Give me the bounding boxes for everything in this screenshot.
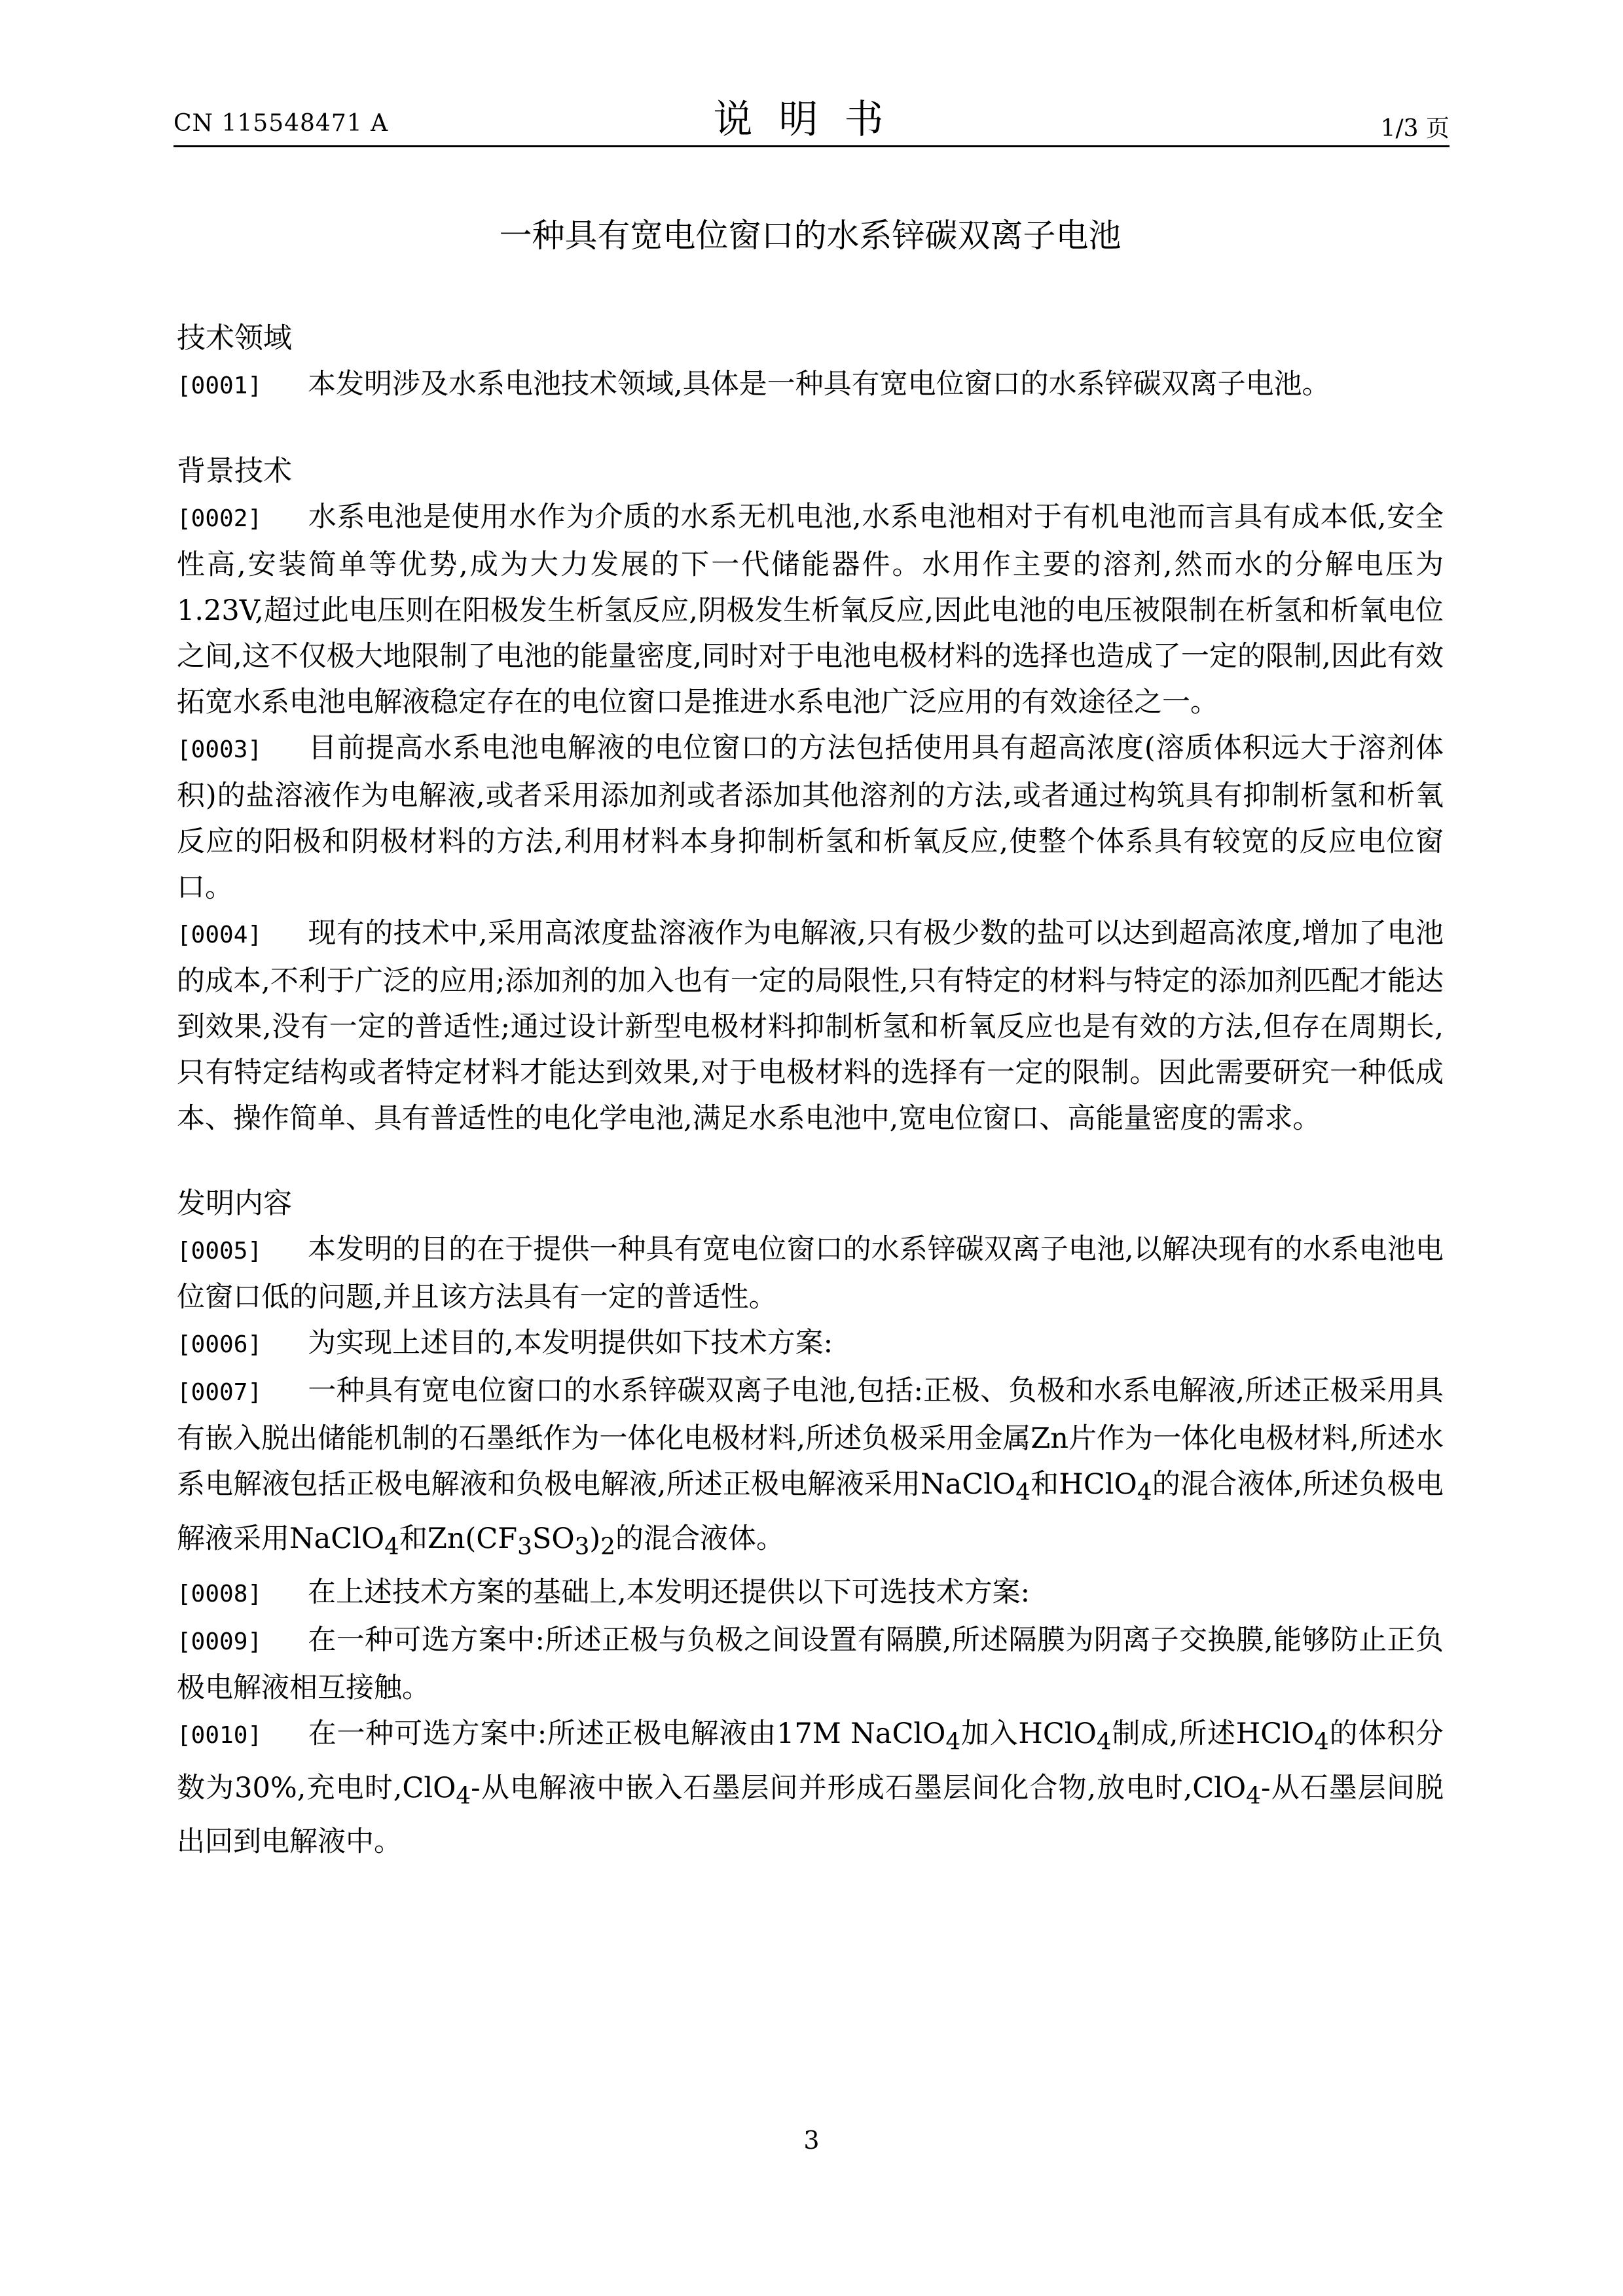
paragraph-text: 一种具有宽电位窗口的水系锌碳双离子电池,包括:正极、负极和水系电解液,所述正极采用具有嵌入脱出储能机制的石墨纸作为一体化电极材料,所述负极采用金属Zn片作为一体化电极材料,所述水系电解液包括正极电解液和负极电解液,所述正极电解液采用NaClO$_4$和HClO$_4$的混合液体,所述负极电解液采用NaClO$_4$和$Zn(CF_3SO_3)_2$的混合液体。 [177, 1374, 1444, 1560]
page-number: 3 [803, 2126, 820, 2155]
paragraph [177, 494, 1444, 725]
paragraph-text: 本发明的目的在于提供一种具有宽电位窗口的水系锌碳双离子电池,以解决现有的水系电池电位窗口低的问题,并且该方法具有一定的普适性。 [177, 1233, 1444, 1314]
paragraph-number: [0004] [177, 922, 263, 948]
paragraph [177, 725, 1444, 910]
section-heading: 技术领域 [177, 321, 292, 355]
paragraph [177, 1320, 1444, 1368]
paragraph-number: [0009] [177, 1628, 263, 1656]
paragraph-text: 在一种可选方案中:所述正极与负极之间设置有隔膜,所述隔膜为阴离子交换膜,能够防止正负极电解液相互接触。 [177, 1624, 1444, 1705]
publication-number: CN 115548471 A [173, 110, 389, 137]
paragraph [177, 910, 1444, 1141]
paragraph [177, 1711, 1444, 1865]
paragraph-text: 在一种可选方案中:所述正极电解液由17M NaClO$_4$加入HClO$_4$制成,所述HClO$_4$的体积分数为30%,充电时,ClO$_4$-从电解液中嵌入石墨层间并形成石墨层间化合物,放电时,ClO$_4$-从石墨层间脱出回到电解液中。 [177, 1717, 1444, 1859]
paragraph [177, 361, 1444, 409]
paragraph-text: 在上述技术方案的基础上,本发明还提供以下可选技术方案: [308, 1576, 1030, 1609]
paragraph-text: 目前提高水系电池电解液的电位窗口的方法包括使用具有超高浓度(溶质体积远大于溶剂体积)的盐溶液作为电解液,或者采用添加剂或者添加其他溶剂的方法,或者通过构筑具有抑制析氢和析氧反应的阳极和阴极材料的方法,利用材料本身抑制析氢和析氧反应,使整个体系具有较宽的反应电位窗口。 [177, 732, 1444, 904]
page-header [0, 0, 1623, 151]
paragraph-number: [0005] [177, 1238, 263, 1265]
paragraph-text: 为实现上述目的,本发明提供如下技术方案: [308, 1327, 833, 1359]
paragraph [177, 1617, 1444, 1711]
paragraph [177, 1368, 1444, 1570]
section-heading: 发明内容 [177, 1187, 292, 1220]
paragraph-number: [0003] [177, 736, 263, 763]
paragraph-number: [0006] [177, 1331, 263, 1358]
document-body [177, 190, 1444, 1865]
section-heading: 背景技术 [177, 454, 292, 488]
paragraph [177, 1570, 1444, 1617]
paragraph-number: [0010] [177, 1722, 263, 1749]
paragraph-number: [0007] [177, 1379, 263, 1406]
paragraph [177, 1227, 1444, 1320]
paragraph-text: 水系电池是使用水作为介质的水系无机电池,水系电池相对于有机电池而言具有成本低,安全性高,安装简单等优势,成为大力发展的下一代储能器件。水用作主要的溶剂,然而水的分解电压为1.23V,超过此电压则在阳极发生析氢反应,阴极发生析氧反应,因此电池的电压被限制在析氢和析氧电位之间,这不仅极大地限制了电池的能量密度,同时对于电池电极材料的选择也造成了一定的限制,因此有效拓宽水系电池电解液稳定存在的电位窗口是推进水系电池广泛应用的有效途径之一。 [177, 501, 1444, 719]
paragraph-number: [0008] [177, 1581, 263, 1608]
document-type-title: 说明书 [713, 97, 910, 143]
paragraph-text: 现有的技术中,采用高浓度盐溶液作为电解液,只有极少数的盐可以达到超高浓度,增加了电池的成本,不利于广泛的应用;添加剂的加入也有一定的局限性,只有特定的材料与特定的添加剂匹配才能达到效果,没有一定的普适性;通过设计新型电极材料抑制析氢和析氧反应也是有效的方法,但存在周期长,只有特定结构或者特定材料才能达到效果,对于电极材料的选择有一定的限制。因此需要研究一种低成本、操作简单、具有普适性的电化学电池,满足水系电池中,宽电位窗口、高能量密度的需求。 [177, 917, 1444, 1135]
invention-title: 一种具有宽电位窗口的水系锌碳双离子电池 [499, 217, 1122, 255]
header-rule [173, 145, 1450, 147]
paragraph-number: [0001] [177, 372, 263, 399]
paragraph-text: 本发明涉及水系电池技术领域,具体是一种具有宽电位窗口的水系锌碳双离子电池。 [308, 368, 1330, 401]
page-fraction: 1/3 页 [1380, 115, 1450, 142]
paragraph-number: [0002] [177, 505, 263, 532]
